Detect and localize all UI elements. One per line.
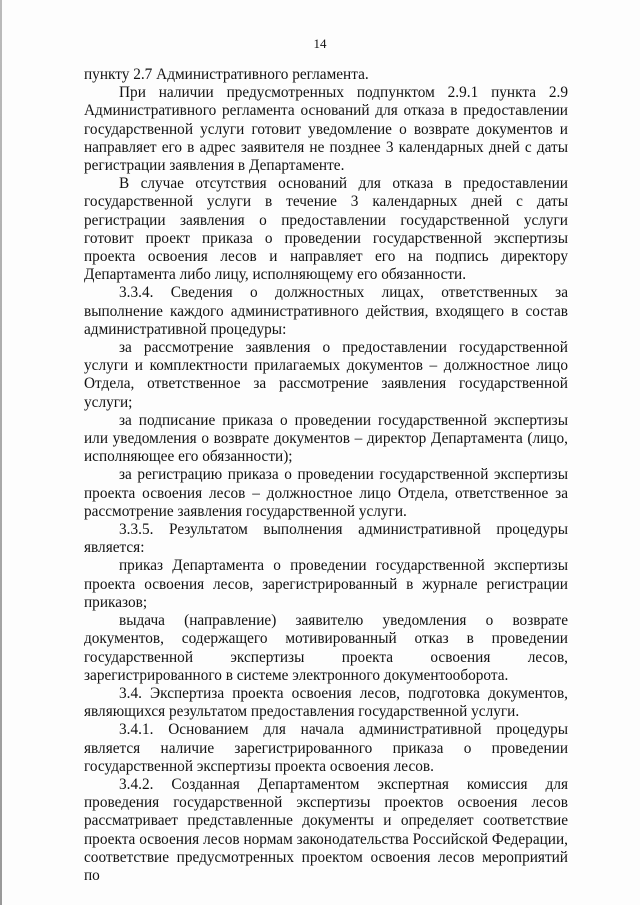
page-number: 14 [313,36,327,51]
paragraph-section-3-4: 3.4. Экспертиза проекта освоения лесов, подготовка документов, являющихся результатом предоставления государственной услуги. [84,684,568,721]
paragraph: выдача (направление) заявителю уведомления о возврате документов, содержащего мотивированный отказ в проведении государственной экспертизы проекта освоения лесов, зарегистрированного в системе электронного документооборота. [84,612,568,684]
paragraph-continuation: пункту 2.7 Административного регламента. [84,66,369,83]
paragraph: за регистрацию приказа о проведении государственной экспертизы проекта освоения лесов – должностное лицо Отдела, ответственное за рассмотрение заявления государственной услуги. [84,466,568,520]
paragraph-section-3-3-5: 3.3.5. Результатом выполнения административной процедуры является: [84,521,568,557]
paragraph: При наличии предусмотренных подпунктом 2.9.1 пункта 2.9 Административного регламента оснований для отказа в предоставлении государственной услуги готовит уведомление о возврате документов и направляет его в адрес заявителя не позднее 3 календарных дней с даты регистрации заявления в Департаменте. [84,84,568,175]
paragraph: приказ Департамента о проведении государственной экспертизы проекта освоения лесов, зарегистрированный в журнале регистрации приказов; [84,557,568,611]
paragraph-section-3-4-2: 3.4.2. Созданная Департаментом экспертная комиссия для проведения государственной экспертизы проектов освоения лесов рассматривает представленные документы и определяет соответствие проекта освоения лесов нормам законодательства Российской Федерации, соответствие предусмотренных проектом освоения лесов мероприятий по [84,775,568,884]
paragraph: за подписание приказа о проведении государственной экспертизы или уведомления о возврате документов – директор Департамента (лицо, исполняющее его обязанности); [84,411,568,466]
paragraph-section-3-4-1: 3.4.1. Основанием для начала административной процедуры является наличие зарегистрированного приказа о проведении государственной экспертизы проекта освоения лесов. [84,721,568,775]
paragraph: В случае отсутствия оснований для отказа в предоставлении государственной услуги в течение 3 календарных дней с даты регистрации заявления о предоставлении государственной услуги готовит проект приказа о проведении государственной экспертизы проекта освоения лесов и направляет его на подпись директору Департамента либо лицу, исполняющему его обязанности. [84,175,568,284]
document-body [84,66,568,885]
page-edge [0,0,2,905]
paragraph: за рассмотрение заявления о предоставлении государственной услуги и комплектности прилагаемых документов – должностное лицо Отдела, ответственное за рассмотрение заявления государственной услуги; [84,339,568,411]
paragraph-section-3-3-4: 3.3.4. Сведения о должностных лицах, ответственных за выполнение каждого административного действия, входящего в состав административной процедуры: [84,284,568,338]
